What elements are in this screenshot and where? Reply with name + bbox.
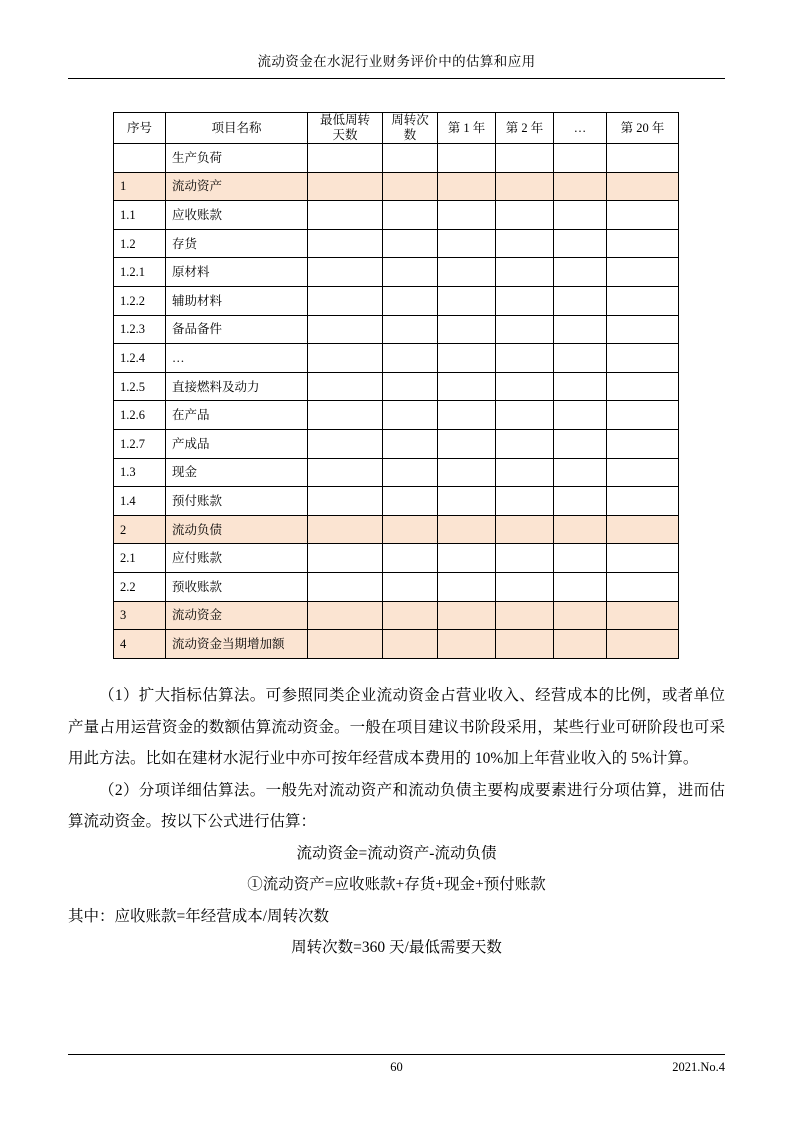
cell-min-days xyxy=(308,258,383,287)
cell-year-20 xyxy=(607,429,679,458)
cell-turnover xyxy=(383,315,438,344)
cell-year-2 xyxy=(496,572,554,601)
cell-min-days xyxy=(308,572,383,601)
table-body xyxy=(114,144,679,659)
cell-ellipsis xyxy=(554,572,607,601)
cell-year-2 xyxy=(496,258,554,287)
table-row xyxy=(114,630,679,659)
cell-min-days xyxy=(308,458,383,487)
cell-ellipsis xyxy=(554,601,607,630)
column-header-min-turnover-days: 最低周转天数 xyxy=(308,113,383,144)
cell-year-1 xyxy=(438,458,496,487)
cell-turnover xyxy=(383,372,438,401)
cell-seq: 1.2.6 xyxy=(114,401,166,430)
cell-turnover xyxy=(383,229,438,258)
cell-ellipsis xyxy=(554,401,607,430)
column-header-year-1: 第 1 年 xyxy=(438,113,496,144)
formula-accounts-receivable: 其中：应收账款=年经营成本/周转次数 xyxy=(68,907,330,925)
column-header-year-2: 第 2 年 xyxy=(496,113,554,144)
table-row xyxy=(114,601,679,630)
cell-year-1 xyxy=(438,630,496,659)
cell-name: 现金 xyxy=(166,458,308,487)
cell-turnover xyxy=(383,487,438,516)
cell-year-20 xyxy=(607,315,679,344)
cell-turnover xyxy=(383,630,438,659)
cell-year-2 xyxy=(496,229,554,258)
cell-year-20 xyxy=(607,286,679,315)
cell-year-20 xyxy=(607,544,679,573)
table xyxy=(113,112,679,659)
table-row xyxy=(114,544,679,573)
cell-year-20 xyxy=(607,172,679,201)
cell-name: … xyxy=(166,344,308,373)
cell-seq: 1.4 xyxy=(114,487,166,516)
cell-turnover xyxy=(383,401,438,430)
cell-year-1 xyxy=(438,286,496,315)
footer-row xyxy=(68,1060,725,1078)
cell-ellipsis xyxy=(554,515,607,544)
cell-year-1 xyxy=(438,515,496,544)
cell-year-2 xyxy=(496,201,554,230)
cell-year-2 xyxy=(496,172,554,201)
cell-min-days xyxy=(308,401,383,430)
page-number: 60 xyxy=(390,1060,403,1074)
cell-seq: 1.2.7 xyxy=(114,429,166,458)
cell-turnover xyxy=(383,429,438,458)
table-row xyxy=(114,229,679,258)
cell-turnover xyxy=(383,286,438,315)
cell-seq: 1.2.2 xyxy=(114,286,166,315)
table-row xyxy=(114,172,679,201)
cell-turnover xyxy=(383,258,438,287)
cell-year-1 xyxy=(438,344,496,373)
cell-year-1 xyxy=(438,229,496,258)
cell-seq: 2 xyxy=(114,515,166,544)
table-header-row xyxy=(114,113,679,144)
cell-name: 预收账款 xyxy=(166,572,308,601)
cell-turnover xyxy=(383,544,438,573)
cell-year-2 xyxy=(496,344,554,373)
cell-min-days xyxy=(308,286,383,315)
column-header-turnover-count: 周转次数 xyxy=(383,113,438,144)
cell-year-1 xyxy=(438,401,496,430)
cell-name: 原材料 xyxy=(166,258,308,287)
cell-year-2 xyxy=(496,515,554,544)
cell-year-1 xyxy=(438,601,496,630)
cell-turnover xyxy=(383,344,438,373)
cell-name: 应收账款 xyxy=(166,201,308,230)
cell-turnover xyxy=(383,172,438,201)
header-divider xyxy=(68,78,725,79)
cell-ellipsis xyxy=(554,201,607,230)
cell-seq: 2.2 xyxy=(114,572,166,601)
cell-year-2 xyxy=(496,429,554,458)
cell-year-20 xyxy=(607,401,679,430)
table-row xyxy=(114,144,679,173)
cell-seq: 1.2.4 xyxy=(114,344,166,373)
cell-year-20 xyxy=(607,572,679,601)
cell-year-20 xyxy=(607,515,679,544)
cell-name: 备品备件 xyxy=(166,315,308,344)
table-row xyxy=(114,429,679,458)
cell-year-20 xyxy=(607,601,679,630)
cell-year-1 xyxy=(438,372,496,401)
cell-ellipsis xyxy=(554,172,607,201)
cell-min-days xyxy=(308,372,383,401)
cell-min-days xyxy=(308,201,383,230)
cell-seq: 4 xyxy=(114,630,166,659)
cell-seq xyxy=(114,144,166,173)
cell-seq: 1 xyxy=(114,172,166,201)
cell-name: 存货 xyxy=(166,229,308,258)
cell-year-2 xyxy=(496,401,554,430)
cell-year-2 xyxy=(496,630,554,659)
cell-name: 预付账款 xyxy=(166,487,308,516)
cell-min-days xyxy=(308,344,383,373)
cell-year-1 xyxy=(438,572,496,601)
cell-ellipsis xyxy=(554,144,607,173)
cell-name: 辅助材料 xyxy=(166,286,308,315)
cell-year-1 xyxy=(438,487,496,516)
cell-year-1 xyxy=(438,201,496,230)
cell-min-days xyxy=(308,515,383,544)
cell-ellipsis xyxy=(554,487,607,516)
cell-name: 生产负荷 xyxy=(166,144,308,173)
cell-name: 流动资金 xyxy=(166,601,308,630)
table-row xyxy=(114,487,679,516)
cell-year-1 xyxy=(438,429,496,458)
cell-year-20 xyxy=(607,630,679,659)
table-row xyxy=(114,258,679,287)
cell-min-days xyxy=(308,429,383,458)
cell-name: 在产品 xyxy=(166,401,308,430)
cell-turnover xyxy=(383,572,438,601)
table-row xyxy=(114,372,679,401)
column-header-seq: 序号 xyxy=(114,113,166,144)
formula-working-capital: 流动资金=流动资产-流动负债 xyxy=(296,844,497,862)
cell-name: 直接燃料及动力 xyxy=(166,372,308,401)
table-row xyxy=(114,344,679,373)
column-header-name: 项目名称 xyxy=(166,113,308,144)
cell-min-days xyxy=(308,315,383,344)
cell-min-days xyxy=(308,630,383,659)
cell-name: 流动资产 xyxy=(166,172,308,201)
cell-ellipsis xyxy=(554,429,607,458)
cell-year-20 xyxy=(607,372,679,401)
paragraph-expanded-indicator-method: （1）扩大指标估算法。可参照同类企业流动资金占营业收入、经营成本的比例，或者单位产量占用运营资金的数额估算流动资金。一般在项目建议书阶段采用，某些行业可研阶段也可采用此方法。比如在建材水泥行业中亦可按年经营成本费用的 10%加上年营业收入的 5%计算。 xyxy=(68,687,725,767)
cell-seq: 1.3 xyxy=(114,458,166,487)
cell-year-20 xyxy=(607,258,679,287)
cell-ellipsis xyxy=(554,372,607,401)
cell-min-days xyxy=(308,487,383,516)
cell-seq: 1.2.1 xyxy=(114,258,166,287)
cell-year-1 xyxy=(438,144,496,173)
table-row xyxy=(114,201,679,230)
cell-year-20 xyxy=(607,344,679,373)
cell-year-20 xyxy=(607,201,679,230)
footer-divider xyxy=(68,1054,725,1055)
cell-turnover xyxy=(383,458,438,487)
cell-year-1 xyxy=(438,172,496,201)
cell-ellipsis xyxy=(554,544,607,573)
cell-year-1 xyxy=(438,315,496,344)
cell-ellipsis xyxy=(554,258,607,287)
formula-turnover-count: 周转次数=360 天/最低需要天数 xyxy=(291,939,502,956)
cell-name: 流动资金当期增加额 xyxy=(166,630,308,659)
cell-seq: 1.2.3 xyxy=(114,315,166,344)
cell-ellipsis xyxy=(554,630,607,659)
cell-turnover xyxy=(383,601,438,630)
cell-seq: 2.1 xyxy=(114,544,166,573)
cell-year-1 xyxy=(438,544,496,573)
cell-year-1 xyxy=(438,258,496,287)
cell-name: 流动负债 xyxy=(166,515,308,544)
cell-ellipsis xyxy=(554,315,607,344)
column-header-year-20: 第 20 年 xyxy=(607,113,679,144)
cell-turnover xyxy=(383,144,438,173)
page-footer xyxy=(68,1054,725,1078)
table-row xyxy=(114,401,679,430)
cell-min-days xyxy=(308,601,383,630)
cell-min-days xyxy=(308,172,383,201)
formula-current-assets: ①流动资产=应收账款+存货+现金+预付账款 xyxy=(247,876,546,893)
cell-min-days xyxy=(308,544,383,573)
body-content xyxy=(68,680,725,964)
cell-seq: 1.1 xyxy=(114,201,166,230)
cell-name: 应付账款 xyxy=(166,544,308,573)
cell-ellipsis xyxy=(554,229,607,258)
table-row xyxy=(114,286,679,315)
table-row xyxy=(114,572,679,601)
paragraph-itemized-detail-method: （2）分项详细估算法。一般先对流动资产和流动负债主要构成要素进行分项估算，进而估算流动资金。按以下公式进行估算： xyxy=(68,781,725,830)
column-header-ellipsis: … xyxy=(554,113,607,144)
cell-year-2 xyxy=(496,487,554,516)
cell-year-2 xyxy=(496,601,554,630)
cell-year-20 xyxy=(607,229,679,258)
cell-min-days xyxy=(308,229,383,258)
cell-turnover xyxy=(383,201,438,230)
cell-year-20 xyxy=(607,458,679,487)
cell-year-2 xyxy=(496,544,554,573)
cell-seq: 1.2.5 xyxy=(114,372,166,401)
cell-seq: 3 xyxy=(114,601,166,630)
cell-year-2 xyxy=(496,372,554,401)
cell-seq: 1.2 xyxy=(114,229,166,258)
cell-year-20 xyxy=(607,487,679,516)
cell-year-20 xyxy=(607,144,679,173)
issue-label: 2021.No.4 xyxy=(672,1060,725,1074)
cell-ellipsis xyxy=(554,286,607,315)
table-row xyxy=(114,515,679,544)
cell-year-2 xyxy=(496,458,554,487)
table-row xyxy=(114,458,679,487)
cell-min-days xyxy=(308,144,383,173)
header-title: 流动资金在水泥行业财务评价中的估算和应用 xyxy=(257,54,536,69)
cell-year-2 xyxy=(496,144,554,173)
table-row xyxy=(114,315,679,344)
cell-name: 产成品 xyxy=(166,429,308,458)
cell-year-2 xyxy=(496,315,554,344)
page-header xyxy=(68,52,725,79)
cell-ellipsis xyxy=(554,344,607,373)
cell-year-2 xyxy=(496,286,554,315)
cell-turnover xyxy=(383,515,438,544)
cell-ellipsis xyxy=(554,458,607,487)
working-capital-table xyxy=(113,112,678,659)
